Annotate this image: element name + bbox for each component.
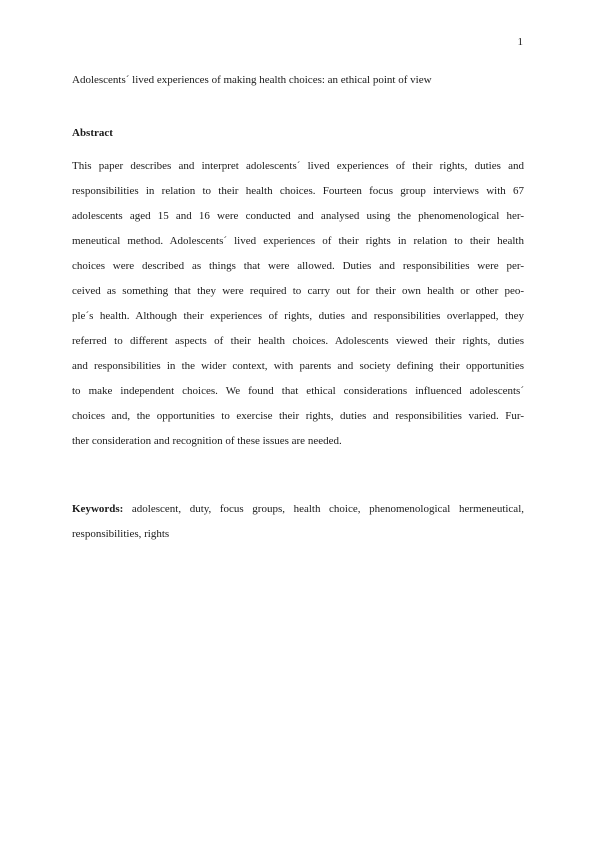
abstract-line: meneutical method. Adolescents´ lived experiences of their rights in relation to their health: [72, 235, 524, 247]
abstract-body: [72, 154, 524, 454]
abstract-line: responsibilities in relation to their health choices. Fourteen focus group interviews with 67: [72, 185, 524, 197]
abstract-line: to make independent choices. We found that ethical considerations influenced adolescents´: [72, 385, 524, 397]
abstract-line: choices and, the opportunities to exercise their rights, duties and responsibilities varied. Fur-: [72, 410, 524, 422]
keywords-list: adolescent, duty, focus groups, health choice, phenomenological hermeneutical,: [123, 503, 524, 515]
abstract-heading: Abstract: [72, 127, 113, 139]
abstract-line: ple´s health. Although their experiences of rights, duties and responsibilities overlapped, they: [72, 310, 524, 322]
paper-title: Adolescents´ lived experiences of making health choices: an ethical point of view: [72, 74, 432, 86]
abstract-line: adolescents aged 15 and 16 were conducted and analysed using the phenomenological her-: [72, 210, 524, 222]
page-number: 1: [517, 36, 523, 48]
abstract-line: This paper describes and interpret adolescents´ lived experiences of their rights, duties and: [72, 160, 524, 172]
keywords-section: [72, 497, 524, 547]
abstract-line: ther consideration and recognition of these issues are needed.: [72, 435, 342, 447]
keywords-line: responsibilities, rights: [72, 528, 170, 540]
abstract-line: referred to different aspects of their health choices. Adolescents viewed their rights, duties: [72, 335, 524, 347]
abstract-line: choices were described as things that were allowed. Duties and responsibilities were per-: [72, 260, 524, 272]
keywords-line: [72, 497, 524, 522]
abstract-line: ceived as something that they were required to carry out for their own health or other peo-: [72, 285, 524, 297]
abstract-line: and responsibilities in the wider context, with parents and society defining their opportunities: [72, 360, 524, 372]
keywords-label: Keywords:: [72, 503, 124, 515]
